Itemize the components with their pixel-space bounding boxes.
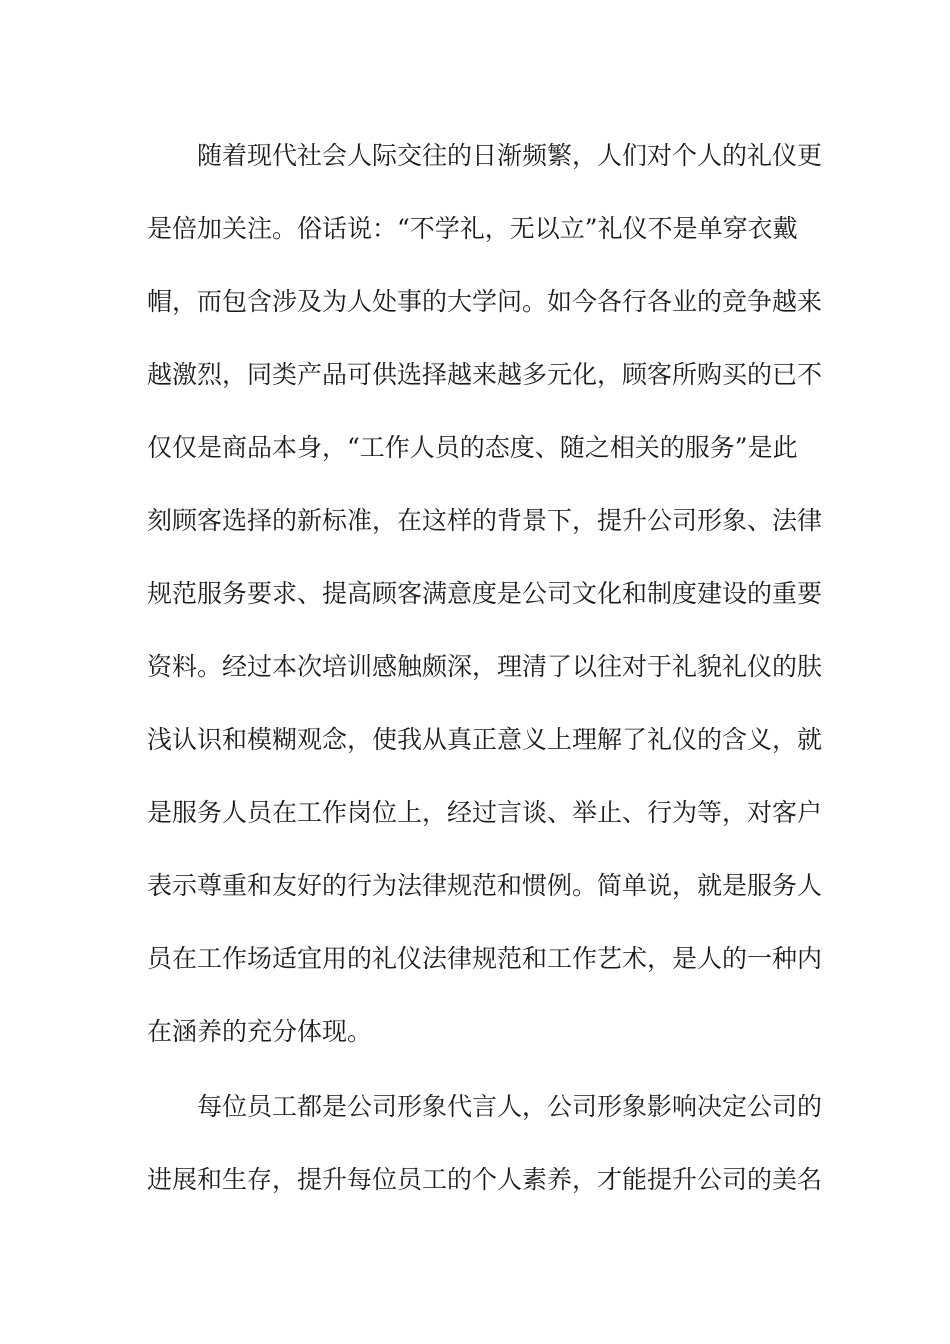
- text-line: 随着现代社会人际交往的日渐频繁，人们对个人的礼仪更: [197, 141, 823, 170]
- text-line: 员在工作场适宜用的礼仪法律规范和工作艺术，是人的一种内: [147, 944, 823, 973]
- text-line: 是倍加关注。俗话说：“不学礼，无以立”礼仪不是单穿衣戴: [147, 214, 798, 243]
- text-line: 每位员工都是公司形象代言人，公司形象影响决定公司的: [197, 1092, 823, 1121]
- document-body: [147, 128, 823, 1227]
- text-line: 浅认识和模糊观念，使我从真正意义上理解了礼仪的含义，就: [147, 725, 823, 754]
- text-line: 在涵养的充分体现。: [147, 1017, 373, 1046]
- text-line: 帽，而包含涉及为人处事的大学问。如今各行各业的竞争越来: [147, 287, 823, 316]
- text-line: 进展和生存，提升每位员工的个人素养，才能提升公司的美名: [147, 1165, 823, 1194]
- text-line: 越激烈，同类产品可供选择越来越多元化，顾客所购买的已不: [147, 360, 823, 389]
- paragraph-1: [147, 128, 823, 1077]
- text-line: 是服务人员在工作岗位上，经过言谈、举止、行为等，对客户: [147, 798, 823, 827]
- paragraph-2: [147, 1079, 823, 1225]
- text-line: 资料。经过本次培训感触颇深，理清了以往对于礼貌礼仪的肤: [147, 652, 823, 681]
- text-line: 表示尊重和友好的行为法律规范和惯例。简单说，就是服务人: [147, 871, 823, 900]
- text-line: 规范服务要求、提高顾客满意度是公司文化和制度建设的重要: [147, 579, 823, 608]
- text-line: 仅仅是商品本身，“工作人员的态度、随之相关的服务”是此: [147, 433, 798, 462]
- text-line: 刻顾客选择的新标准，在这样的背景下，提升公司形象、法律: [147, 506, 823, 535]
